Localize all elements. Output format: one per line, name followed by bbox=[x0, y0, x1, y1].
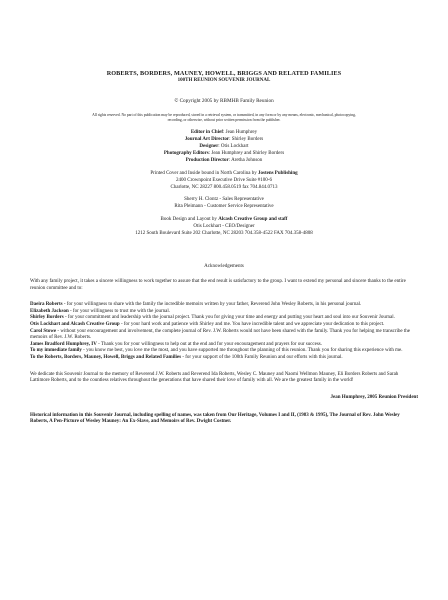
ack-name: Daeira Roberts bbox=[30, 302, 63, 308]
list-item bbox=[30, 348, 418, 355]
sales-rep: Sherry H. Clontz - Sales Representative bbox=[184, 197, 264, 203]
credit-line bbox=[30, 144, 418, 151]
ack-text: - you know me best, you love me the most, and you have supported me throughout the planning of this reunion. Thank you for sharing this experience with me. bbox=[81, 348, 403, 354]
page-title: ROBERTS, BORDERS, MAUNEY, HOWELL, BRIGGS AND RELATED FAMILIES bbox=[106, 70, 342, 77]
ack-text: - without your encouragement and involvement, the complete journal of Rev. J.W. Roberts would not have been shared with the family. Thank you for helping me transcribe the memoirs of Rev. J.W. Roberts. bbox=[30, 328, 410, 341]
credit-line bbox=[30, 158, 418, 165]
printer-contact: Charlotte, NC 28227 800.458.0519 fax 704.844.0713 bbox=[170, 184, 278, 190]
ack-name: James Bradford Humphrey, IV bbox=[30, 341, 97, 347]
ack-text: - for your willingness to trust me with the journal. bbox=[68, 308, 171, 314]
page-subtitle: 100TH REUNION SOUVENIR JOURNAL bbox=[177, 78, 271, 83]
ack-name: To my immediate family bbox=[30, 348, 82, 354]
credits-block bbox=[30, 130, 418, 165]
ack-name: Carol Stowe bbox=[30, 328, 57, 334]
copyright-line: © Copyright 2005 by RBMHB Family Reunion bbox=[174, 98, 274, 104]
rights-notice: All rights reserved. No part of this publication may be reproduced, stored in a retrieval system, or transmitted, in any form or by any means, electronic, mechanical, photocopying, recording, or otherwise, without prior written permission from the publisher. bbox=[92, 113, 356, 122]
credit-role: Journal Art Director bbox=[184, 137, 230, 143]
list-item bbox=[30, 355, 418, 362]
list-item bbox=[30, 315, 418, 322]
list-item bbox=[30, 302, 418, 309]
credit-line bbox=[30, 137, 418, 144]
ack-text: - for your hard work and patience with Shirley and me. You have incredible talent and we appreciate your dedication to this project. bbox=[119, 321, 385, 327]
design-block bbox=[30, 217, 418, 238]
design-prefix: Book Design and Layout by bbox=[160, 217, 219, 223]
dedication-paragraph: We dedicate this Souvenir Journal to the memory of Reverend J.W. Roberts and Reverend Ida Roberts, Wesley C. Mauney and Naomi Wellmon Mauney, Eli Borders Roberts and Sarah Lattimore Roberts, and to the countless relatives throughout the generations that have shared their love of family with all. We are the greatest family in the world! bbox=[30, 371, 399, 384]
ack-text: - for your support of the 100th Family Reunion and our efforts with this journal. bbox=[181, 354, 343, 360]
ack-name: Shirley Borders bbox=[30, 315, 64, 321]
credit-role: Photography Editors bbox=[163, 150, 209, 156]
credit-name: : Jean Humphrey bbox=[222, 130, 258, 136]
credit-role: Production Director bbox=[185, 157, 229, 163]
list-item bbox=[30, 309, 418, 316]
credit-line bbox=[30, 130, 418, 137]
acknowledgements-heading: Acknowledgements bbox=[204, 263, 244, 269]
design-company: Alcash Creative Group and staff bbox=[218, 217, 288, 223]
reps-block bbox=[30, 197, 418, 211]
ack-name: Otis Lockhart and Alcash Creative Group bbox=[30, 321, 120, 327]
printer-block bbox=[30, 171, 418, 192]
printer-prefix: Printed Cover and Inside bound in North Carolina by bbox=[150, 170, 258, 176]
credit-role: Designer bbox=[199, 144, 219, 149]
credit-role: Editor in Chief bbox=[190, 130, 223, 136]
ack-text: - Thank you for your willingness to help out at the end and for your encouragement and prayers for our success. bbox=[96, 341, 322, 347]
ack-name: To the Roberts, Borders, Mauney, Howell, Briggs and Related Families bbox=[30, 354, 182, 360]
ack-text: - for your commitment and leadership with the journal project. Thank you for giving your time and energy and putting your heart and soul into our Souvenir Journal. bbox=[63, 315, 395, 321]
acknowledgements-intro: With any family project, it takes a sincere willingness to work together to assure that the end result is satisfactory to the group. I want to extend my personal and sincere thanks to the entire reunion committee and to: bbox=[30, 278, 406, 291]
credit-name: : Jean Humphrey and Shirley Borders bbox=[208, 150, 285, 156]
historical-note: Historical information in this Souvenir Journal, including spelling of names, was taken from Our Heritage, Volumes I and II, (1983 & 1995), The Journal of Rev. John Wesley Roberts, A Pen-Picture of Wesley Mauney: An Ex-Slave, and Memoirs of Rev. Dwight Costner. bbox=[30, 412, 400, 425]
designer-line: Otis Lockhart - CEO/Designer bbox=[193, 224, 255, 230]
printer-company: Jostens Publishing bbox=[258, 170, 298, 176]
credit-line bbox=[30, 151, 418, 158]
ack-name: Elizabeth Jackson bbox=[30, 308, 69, 314]
service-rep: Rita Pleimann - Customer Service Representative bbox=[174, 204, 274, 210]
acknowledgements-list bbox=[30, 302, 418, 361]
list-item bbox=[30, 329, 418, 342]
list-item bbox=[30, 342, 418, 349]
ack-text: - for your willingness to share with the family the incredible memoirs written by your father, Reverend John Wesley Roberts, in his personal journal. bbox=[62, 302, 362, 308]
design-line bbox=[30, 217, 418, 224]
design-address: 1212 South Boulevard Suite 202 Charlotte, NC 28203 704.358-4522 FAX 704.358-4808 bbox=[135, 231, 313, 237]
list-item bbox=[30, 322, 418, 329]
credit-name: : Shirley Borders bbox=[229, 137, 264, 143]
signature: Jean Humphrey, 2005 Reunion President bbox=[330, 394, 418, 400]
credit-name: : Aretha Johnson bbox=[228, 157, 263, 163]
printer-address: 2400 Crownpoint Executive Drive Suite #100-6 bbox=[176, 177, 272, 183]
credit-name: : Otis Lockhart bbox=[218, 144, 249, 149]
printer-line bbox=[30, 171, 418, 178]
